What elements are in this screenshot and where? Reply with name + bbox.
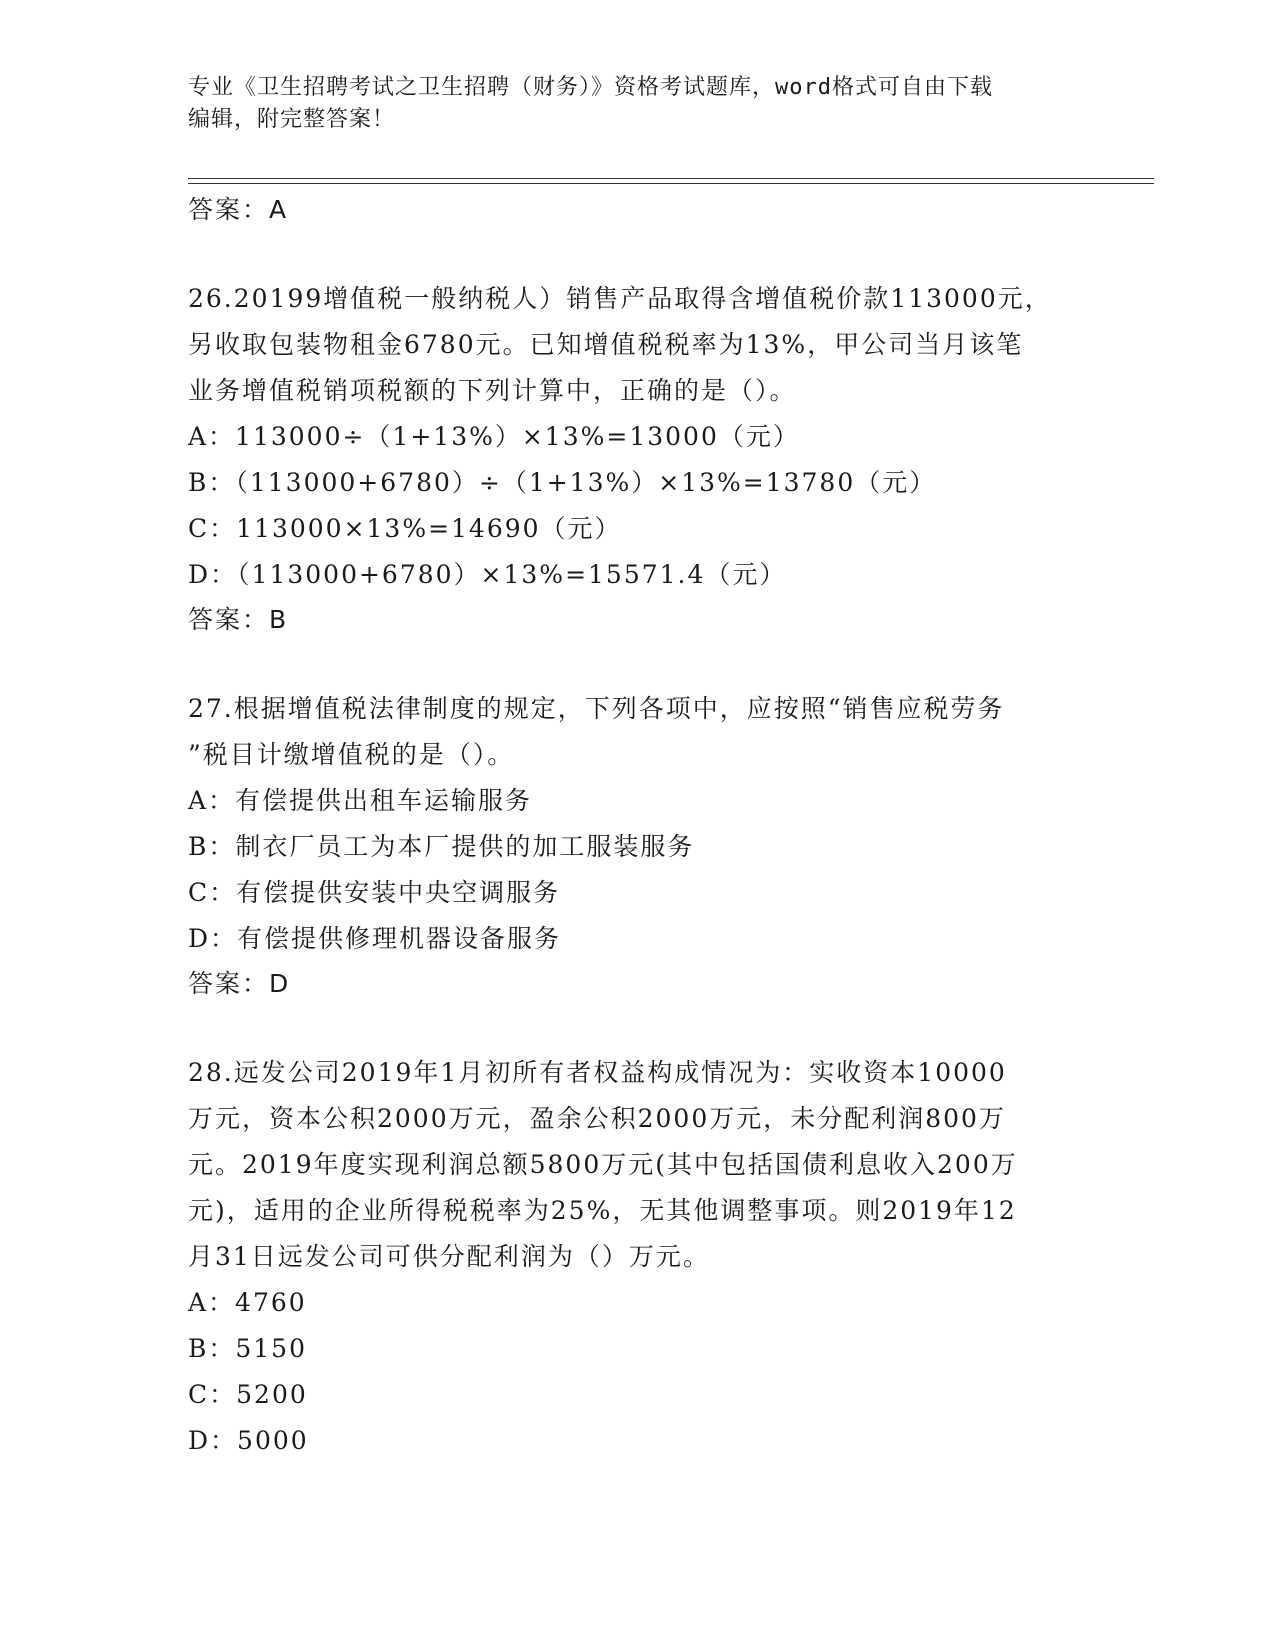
answer-previous: 答案：A [188, 195, 289, 224]
question-text-line: 元)，适用的企业所得税税率为25%，无其他调整事项。则2019年12 [188, 1196, 1017, 1225]
question-text-line: 27.根据增值税法律制度的规定，下列各项中，应按照“销售应税劳务 [188, 694, 1005, 723]
option-a: A：4760 [188, 1288, 307, 1317]
answer-27: 答案：D [188, 969, 291, 998]
header-rule-top [188, 178, 1154, 179]
question-text-line: 业务增值税销项税额的下列计算中，正确的是（）。 [188, 376, 797, 405]
option-a: A：有偿提供出租车运输服务 [188, 786, 533, 815]
page-header [188, 72, 1088, 136]
question-text-line: 28.远发公司2019年1月初所有者权益构成情况为：实收资本10000 [188, 1058, 1007, 1087]
header-line-1: 专业《卫生招聘考试之卫生招聘（财务）》资格考试题库，word格式可自由下载 [188, 75, 993, 100]
question-text-line: ”税目计缴增值税的是（）。 [188, 740, 515, 769]
question-27 [188, 686, 1088, 1006]
option-b: B：（113000+6780）÷（1+13%）×13%=13780（元） [188, 468, 937, 497]
spacer [188, 232, 1088, 276]
answer-26: 答案：B [188, 605, 289, 634]
question-text-line: 万元，资本公积2000万元，盈余公积2000万元，未分配利润800万 [188, 1104, 1006, 1133]
question-content [188, 188, 1088, 1464]
question-28 [188, 1050, 1088, 1464]
option-b: B：5150 [188, 1334, 307, 1363]
question-text-line: 月31日远发公司可供分配利润为（）万元。 [188, 1242, 710, 1271]
option-a: A：113000÷（1+13%）×13%=13000（元） [188, 422, 800, 451]
option-c: C：有偿提供安装中央空调服务 [188, 878, 561, 907]
header-rule-bottom [188, 183, 1154, 184]
question-26 [188, 276, 1088, 642]
option-c: C：113000×13%=14690（元） [188, 514, 622, 543]
spacer [188, 1006, 1088, 1050]
option-d: D：（113000+6780）×13%=15571.4（元） [188, 560, 787, 589]
option-d: D：5000 [188, 1426, 309, 1455]
spacer [188, 642, 1088, 686]
option-d: D：有偿提供修理机器设备服务 [188, 924, 562, 953]
question-text-line: 元。2019年度实现利润总额5800万元(其中包括国债利息收入200万 [188, 1150, 1018, 1179]
question-text-line: 另收取包装物租金6780元。已知增值税税率为13%，甲公司当月该笔 [188, 330, 1024, 359]
question-text-line: 26.20199增值税一般纳税人）销售产品取得含增值税价款113000元， [188, 284, 1052, 313]
option-c: C：5200 [188, 1380, 308, 1409]
header-line-2: 编辑，附完整答案！ [188, 107, 396, 132]
option-b: B：制衣厂员工为本厂提供的加工服装服务 [188, 832, 695, 861]
